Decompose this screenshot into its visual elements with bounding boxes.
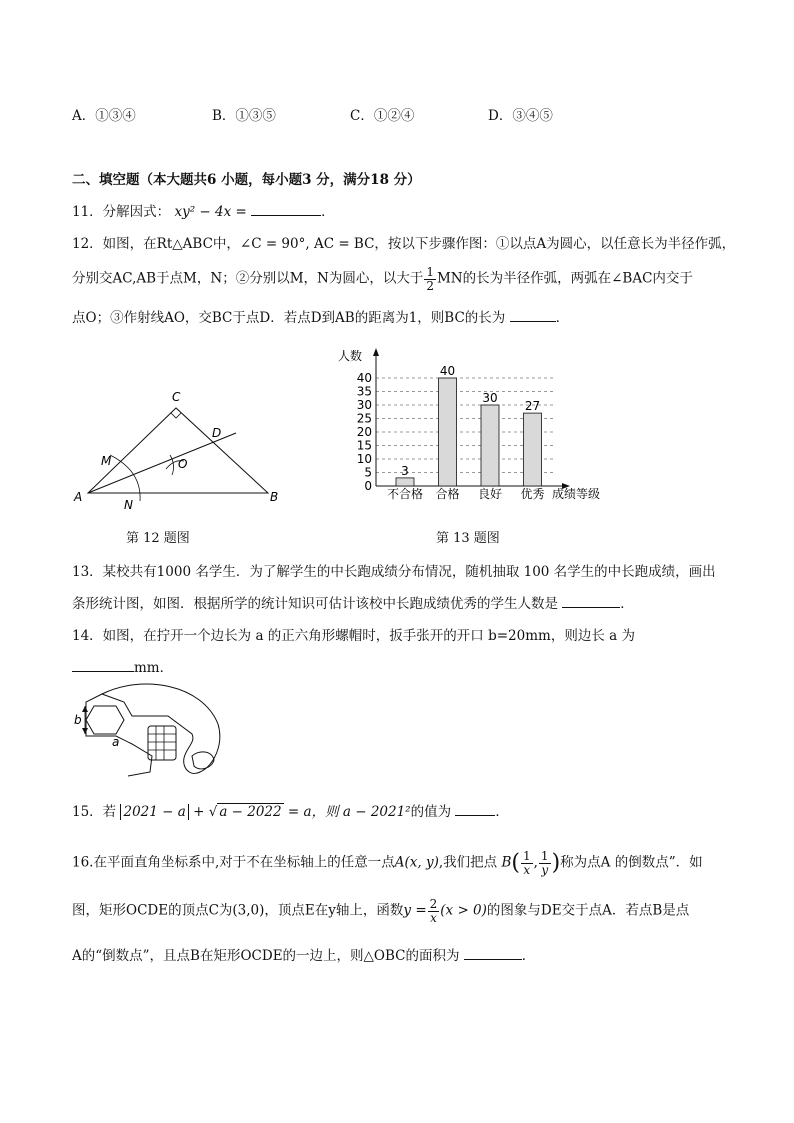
q16-func-frac: $\frac{2}{x}$ [429, 897, 438, 925]
q16-point-a: A(x, y) [394, 854, 439, 871]
q11-suffix: ． [321, 204, 335, 220]
y-tick-label-30: 30 [356, 398, 372, 412]
option-b: B．①③⑤ [212, 108, 276, 124]
q11-answer-blank[interactable] [251, 203, 321, 216]
q15-eq: = a，则 [287, 804, 339, 820]
y-tick-label-15: 15 [356, 438, 372, 453]
q14-line2 [72, 656, 173, 676]
label-c: C [172, 390, 181, 404]
q16-frac-x: $\frac{1}{x}$ [522, 849, 531, 877]
section-heading: 二、填空题（本大题共6 小题，每小题3 分，满分18 分） [72, 172, 421, 188]
label-a: A [74, 490, 83, 504]
question-15 [72, 800, 509, 820]
q16-answer-blank[interactable] [464, 947, 522, 960]
q12-line3-text: 点O；③作射线AO，交BC于点D．若点D到AB的距离为1，则BC的长为 [72, 310, 506, 326]
question-11 [72, 200, 335, 220]
bar-0 [396, 478, 414, 486]
q16-func-domain: (x > 0) [440, 902, 487, 919]
bar-value-label-0: 3 [401, 463, 409, 478]
q16-line1-start: 16.在平面直角坐标系中,对于不在坐标轴上的任意一点 [72, 854, 395, 871]
bar-value-label-3: 27 [524, 399, 541, 414]
q16-func-y: y = [403, 902, 427, 919]
x-axis-label: 成绩等级 [552, 487, 601, 501]
figure-14-wrench [72, 680, 224, 780]
bar-3 [524, 413, 542, 486]
q16-point-b: B [501, 854, 512, 871]
y-tick-label-5: 5 [364, 465, 372, 480]
q12-line2 [72, 266, 693, 292]
q16-line3 [72, 944, 535, 964]
label-a-side: a [112, 735, 120, 749]
q15-sqrt-sign: √ [208, 804, 218, 820]
triangle-abc [88, 408, 268, 493]
q16-line3-text: A的“倒数点”，且点B在矩形OCDE的一边上，则△OBC的面积为 [72, 948, 460, 964]
right-angle-mark [171, 413, 181, 418]
q11-expr: xy² − 4x = [174, 204, 247, 220]
q16-point-c: (3,0) [232, 902, 265, 919]
label-o: O [178, 457, 188, 471]
option-a: A．①③④ [72, 108, 136, 124]
wrench-hole [192, 752, 214, 769]
figure-13-caption: 第 13 题图 [436, 531, 500, 546]
q15-sqrt: a − 2022 [219, 804, 282, 820]
q16-line1-end: 称为点A 的倒数点”．如 [560, 854, 703, 871]
q13-line2-text: 条形统计图，如图．根据所学的统计知识可估计该校中长跑成绩优秀的学生人数是 [72, 596, 558, 612]
y-axis-label: 人数 [338, 349, 363, 363]
bar-value-label-1: 40 [439, 364, 456, 378]
q12-line2-start: 分别交AC,AB于点M，N；②分别以M，N为圆心，以大于 [72, 270, 424, 287]
wrench-screw [148, 726, 176, 760]
q16-line2-mid: ，顶点E在y轴上，函数 [264, 902, 404, 919]
bar-1 [439, 378, 457, 486]
y-axis-arrow [373, 348, 379, 356]
label-m: M [101, 454, 112, 468]
q13-line2 [72, 592, 634, 612]
y-tick-label-20: 20 [356, 425, 372, 439]
q12-suffix: ． [555, 310, 570, 326]
option-c: C．①②④ [350, 108, 415, 124]
q16-frac-y: $\frac{1}{y}$ [540, 849, 549, 877]
q12-line1: 12．如图，在Rt△ABC中，∠C = 90°, AC = BC，按以下步骤作图：①以点A为圆心，以任意长为半径作弧， [72, 236, 736, 252]
hex-nut [86, 706, 124, 734]
q14-unit: mm． [134, 660, 174, 676]
q15-prefix: 15．若 [72, 804, 117, 820]
q14-answer-blank[interactable] [72, 659, 134, 672]
category-label-3: 优秀 [520, 487, 545, 501]
y-tick-label-25: 25 [356, 411, 372, 426]
q15-answer-blank[interactable] [455, 803, 495, 816]
label-n: N [124, 498, 133, 512]
q12-frac-num: 1 [426, 265, 434, 279]
y-tick-label-10: 10 [356, 452, 372, 466]
y-tick-label-40: 40 [356, 371, 372, 385]
q15-expr: a − 2021² [342, 804, 411, 820]
q16-line1-mid: ,我们把点 [438, 854, 498, 871]
category-label-0: 不合格 [386, 487, 424, 501]
bar-value-label-2: 30 [482, 391, 498, 405]
label-b-opening: b [74, 713, 82, 727]
label-d: D [212, 426, 222, 440]
q16-suffix: ． [521, 948, 536, 964]
q15-plus: + [193, 804, 205, 820]
category-label-2: 良好 [477, 487, 503, 501]
q16-line1: 16.在平面直角坐标系中,对于不在坐标轴上的任意一点A(x, y),我们把点 B( $\frac{1}{x}$ , $\frac{1}{y}$ )称为点A 的倒数点”．如 [72, 849, 703, 877]
q13-suffix: ． [620, 596, 634, 612]
category-label-1: 合格 [435, 487, 460, 501]
q15-suffix: ． [495, 804, 509, 820]
q15-tail: 的值为 [410, 804, 452, 820]
y-tick-label-35: 35 [356, 384, 372, 399]
q12-frac-den: 2 [426, 278, 434, 293]
figure-13-bar-chart [330, 340, 620, 508]
q12-fraction [424, 266, 436, 292]
q15-abs-value: 2021 − a [120, 804, 188, 820]
figure-12-caption: 第 12 题图 [126, 531, 190, 546]
label-b: B [270, 490, 279, 504]
figure-12-triangle [70, 385, 290, 515]
q12-line2-end: MN的长为半径作弧，两弧在∠BAC内交于 [436, 270, 693, 287]
q16-line2-start: 图，矩形OCDE的顶点C为 [72, 902, 233, 919]
q16-line2-end: 的图象与DE交于点A．若点B是点 [486, 902, 690, 919]
bar-2 [481, 405, 499, 486]
q13-line1: 13．某校共有1000 名学生．为了解学生的中长跑成绩分布情况，随机抽取 100 名学生的中长跑成绩，画出 [72, 564, 716, 580]
option-d: D．③④⑤ [488, 108, 553, 124]
q12-answer-blank[interactable] [510, 309, 556, 322]
q14-line1: 14．如图，在拧开一个边长为 a 的正六角形螺帽时，扳手张开的开口 b=20mm，则边长 a 为 [72, 628, 635, 644]
q16-line2 [72, 898, 689, 924]
y-tick-label-0: 0 [364, 479, 372, 493]
q13-answer-blank[interactable] [562, 595, 620, 608]
q11-prefix: 11．分解因式： [72, 204, 171, 220]
q12-line3 [72, 306, 569, 326]
